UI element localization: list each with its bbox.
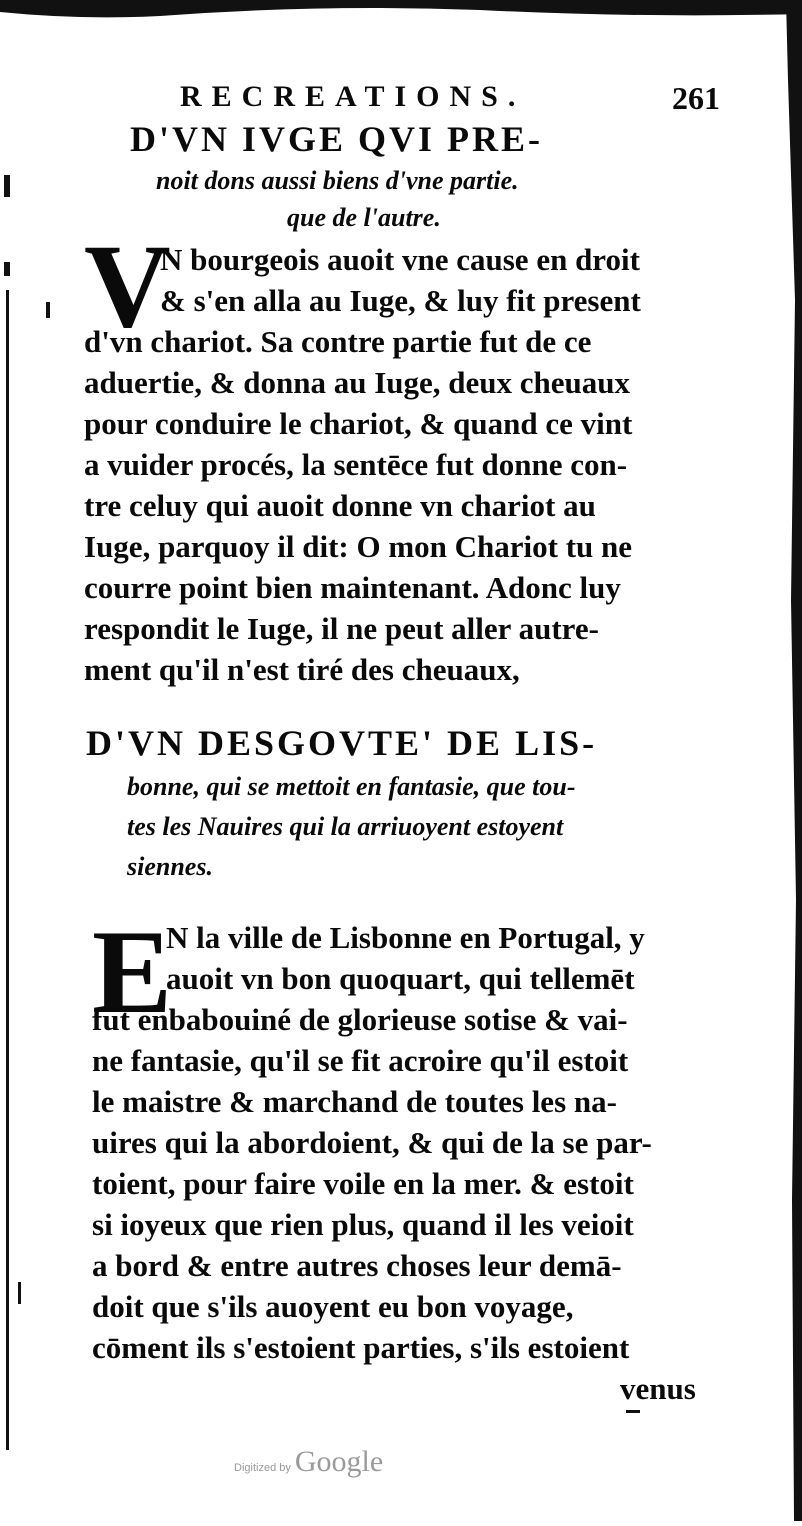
section1-line: & s'en alla au Iuge, & luy fit present	[160, 283, 641, 318]
google-logo: Google	[294, 1445, 384, 1478]
scan-mark	[18, 1282, 21, 1304]
section2-line: fut enbabouiné de glorieuse sotise & vai-	[92, 1002, 628, 1037]
scan-right-edge	[772, 0, 802, 1521]
section2-line: N la ville de Lisbonne en Portugal, y	[166, 920, 645, 955]
section1-line: N bourgeois auoit vne cause en droit	[160, 242, 640, 277]
section1-subtitle-line2: que de l'autre.	[287, 203, 441, 232]
section1-line: tre celuy qui auoit donne vn chariot au	[84, 488, 596, 523]
section1-title: D'VN IVGE QVI PRE-	[130, 119, 544, 159]
section2-line: doit que s'ils auoyent eu bon voyage,	[92, 1289, 574, 1324]
section1-line: respondit le Iuge, il ne peut aller autre-	[84, 611, 599, 646]
section1-dropcap: V	[84, 219, 171, 352]
scan-mark	[626, 1410, 640, 1413]
section1-line: a vuider procés, la sentēce fut donne con-	[84, 447, 628, 482]
scan-left-margin-line	[6, 290, 9, 1450]
section2-line: auoit vn bon quoquart, qui tellemēt	[166, 961, 635, 996]
catchword: venus	[620, 1371, 696, 1406]
section2-title: D'VN DESGOVTE' DE LIS-	[86, 723, 598, 763]
section1-subtitle-line1: noit dons aussi biens d'vne partie.	[156, 166, 519, 195]
scan-mark	[46, 302, 50, 318]
running-title: RECREATIONS.	[180, 80, 526, 113]
page-number: 261	[672, 80, 720, 116]
section2-line: cōment ils s'estoient parties, s'ils estoient	[92, 1330, 630, 1365]
section2-line: le maistre & marchand de toutes les na-	[92, 1084, 617, 1119]
digitized-watermark	[234, 1445, 383, 1479]
scan-top-edge	[0, 0, 802, 22]
section1-line: d'vn chariot. Sa contre partie fut de ce	[84, 324, 592, 359]
section2-subtitle-line: bonne, qui se mettoit en fantasie, que tou-	[127, 772, 576, 801]
scan-mark	[4, 175, 10, 197]
section2-dropcap: E	[92, 905, 173, 1038]
section2-subtitle-line: siennes.	[127, 852, 213, 881]
section1-line: pour conduire le chariot, & quand ce vint	[84, 406, 633, 441]
section1-line: aduertie, & donna au Iuge, deux cheuaux	[84, 365, 631, 400]
section2-line: uires qui la abordoient, & qui de la se par-	[92, 1125, 652, 1160]
section2-line: si ioyeux que rien plus, quand il les veioit	[92, 1207, 634, 1242]
section1-line: ment qu'il n'est tiré des cheuaux,	[84, 652, 520, 687]
section2-line: ne fantasie, qu'il se fit acroire qu'il estoit	[92, 1043, 629, 1078]
section1-line: courre point bien maintenant. Adonc luy	[84, 570, 621, 605]
section2-line: a bord & entre autres choses leur demā-	[92, 1248, 622, 1283]
section1-line: Iuge, parquoy il dit: O mon Chariot tu ne	[84, 529, 633, 564]
section2-subtitle-line: tes les Nauires qui la arriuoyent estoyent	[127, 812, 564, 841]
running-head	[180, 80, 720, 114]
digitized-by-text: Digitized by	[234, 1462, 291, 1474]
section2-line: toient, pour faire voile en la mer. & estoit	[92, 1166, 634, 1201]
scan-mark	[4, 262, 10, 276]
